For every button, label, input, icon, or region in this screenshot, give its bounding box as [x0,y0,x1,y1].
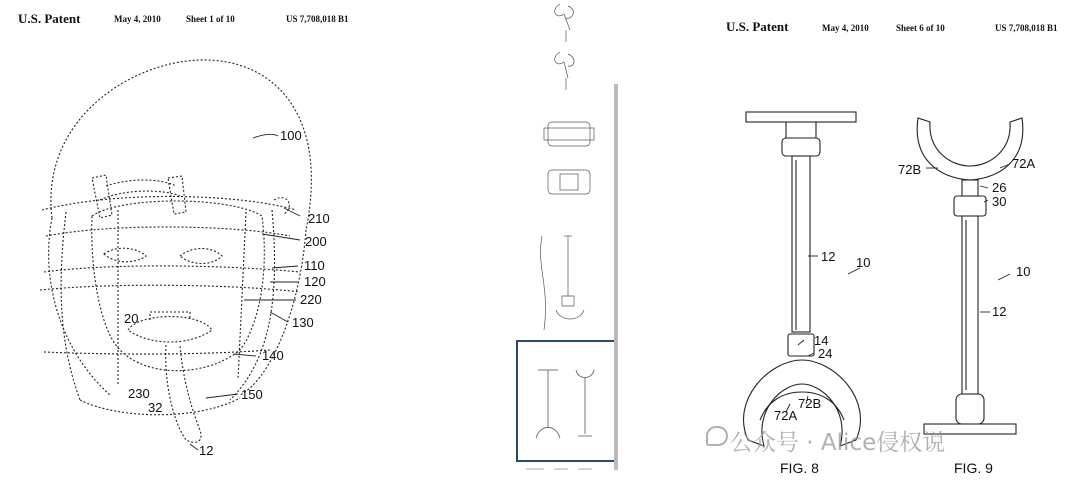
fig8-ref-14: 14 [814,333,829,348]
fig8-ref-72a: 72A [774,408,798,423]
fig8-ref-12: 12 [821,249,836,264]
patent-sheet-6 [690,0,1080,480]
ref-150: 150 [241,387,263,402]
ref-200: 200 [305,234,327,249]
sheet-thumb-1[interactable] [520,0,612,96]
fig9-ref-30: 30 [992,194,1007,209]
sheet-thumb-3[interactable] [520,226,612,334]
fig8-ref-24: 24 [818,346,833,361]
sheet-thumb-5[interactable] [520,464,612,480]
sheet-thumb-2[interactable] [520,108,612,212]
patent-date: May 4, 2010 [822,23,869,33]
fig8-ref-72b: 72B [798,396,822,411]
fig8-caption: FIG. 8 [780,460,819,476]
patent-number: US 7,708,018 B1 [995,23,1058,33]
helmet-drawing [0,0,510,480]
thumb-drawing [520,464,612,480]
thumb-drawing [520,344,612,458]
ref-220: 220 [300,292,322,307]
thumb-drawing [520,0,612,96]
patent-label: U.S. Patent [726,19,789,34]
ref-210: 210 [308,211,330,226]
fig9-caption: FIG. 9 [954,460,993,476]
ref-110: 110 [304,258,325,273]
sheet-thumbnail-strip [512,0,620,480]
sheet-number: Sheet 1 of 10 [186,14,235,24]
fig9-ref-12: 12 [992,304,1007,319]
thumb-drawing [520,226,612,334]
ref-140: 140 [262,348,284,363]
fig9-ref-26: 26 [992,180,1007,195]
patent-number: US 7,708,018 B1 [286,14,349,24]
patent-date: May 4, 2010 [114,14,161,24]
thumbnail-scrollbar[interactable] [614,84,618,470]
thumb-drawing [520,108,612,212]
ref-230: 230 [128,386,150,401]
sheet-number: Sheet 6 of 10 [896,23,945,33]
fig9-ref-10: 10 [1016,264,1031,279]
ref-130: 130 [292,315,314,330]
watermark: 公众号 · Alice侵权说 [730,430,946,456]
mouthguard-drawings [690,0,1080,480]
sheet-thumb-4[interactable] [520,344,612,458]
ref-32: 32 [148,400,163,415]
fig9-ref-72b: 72B [898,162,922,177]
patent-label: U.S. Patent [18,11,81,26]
ref-20: 20 [124,311,139,326]
ref-120: 120 [304,274,326,289]
fig9-ref-72a: 72A [1012,156,1036,171]
ref-12: 12 [199,443,214,458]
fig8-ref-10: 10 [856,255,871,270]
patent-sheet-1 [0,0,510,480]
wechat-icon [706,426,728,446]
ref-100: 100 [280,128,302,143]
